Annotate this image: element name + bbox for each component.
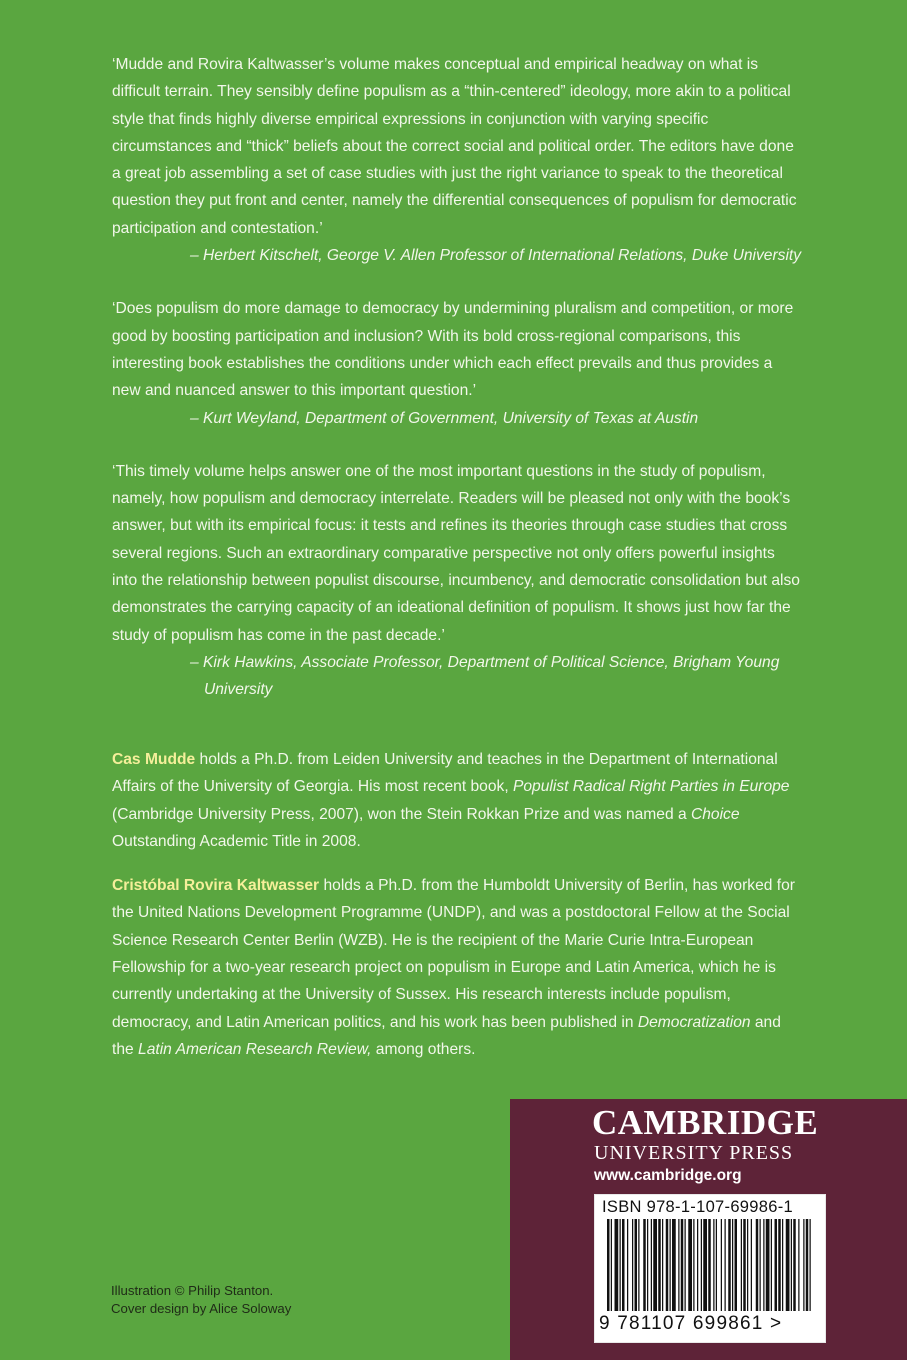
barcode-bar	[647, 1219, 648, 1311]
cover-credits	[111, 1282, 291, 1318]
endorsements	[112, 51, 802, 704]
barcode-bar	[778, 1219, 781, 1311]
barcode-bar	[688, 1219, 692, 1311]
bio-journal: Latin American Research Review,	[138, 1040, 372, 1058]
barcode-bar	[732, 1219, 733, 1311]
barcode-bar	[632, 1219, 633, 1311]
bio-text: Outstanding Academic Title in 2008.	[112, 832, 361, 850]
barcode-bar	[747, 1219, 748, 1311]
publisher-subname: UNIVERSITY PRESS	[594, 1142, 794, 1164]
barcode-bar	[643, 1219, 646, 1311]
barcode-bar	[775, 1219, 778, 1311]
barcode-bar	[810, 1219, 811, 1311]
endorsement-quote: ‘Does populism do more damage to democracy by undermining pluralism and competition, or more good by boosting participation and inclusion? With its bold cross-regional comparisons, this interesting book establishes the conditions under which each effect prevails and thus provides a new and nuanced answer to this important question.’	[112, 300, 794, 400]
isbn-number: ISBN 978-1-107-69986-1	[602, 1198, 793, 1216]
barcode-bar	[693, 1219, 694, 1311]
bio-name: Cristóbal Rovira Kaltwasser	[112, 877, 320, 895]
endorsement-attribution: – Kurt Weyland, Department of Government, University of Texas at Austin	[190, 409, 699, 427]
bio-journal: Democratization	[637, 1013, 751, 1031]
barcode-bar	[735, 1219, 738, 1311]
barcode-bar	[793, 1219, 796, 1311]
endorsement-quote: ‘This timely volume helps answer one of the most important questions in the study of populism, namely, how populism and democracy interrelate. Readers will be pleased not only with the book’s answer, but with its empirical focus: it tests and refines its theories through case studies that cross several regions. Such an extraordinary comparative perspective not only offers powerful insights into the relationship between populist discourse, incumbency, and democratic consolidation but also demonstrates the carrying capacity of an ideational definition of populism. It shows just how far the study of populism has come in the past decade.’	[112, 462, 800, 644]
bio-text: (Cambridge University Press, 2007), won the Stein Rokkan Prize and was named a	[112, 805, 691, 823]
endorsement-hawkins	[112, 458, 802, 704]
barcode-bar	[803, 1219, 804, 1311]
barcode-bar	[806, 1219, 809, 1311]
publisher-url: www.cambridge.org	[594, 1167, 742, 1184]
barcode-bar	[760, 1219, 761, 1311]
isbn-block	[594, 1194, 826, 1343]
publisher-name: CAMBRIDGE	[592, 1103, 819, 1142]
barcode-bar	[620, 1219, 621, 1311]
barcode-bar	[678, 1219, 679, 1311]
illustration-credit: Illustration © Philip Stanton.	[111, 1283, 274, 1298]
bio-text: among others.	[371, 1040, 476, 1058]
publisher-panel	[510, 1099, 907, 1360]
bio-book-title: Populist Radical Right Parties in Europe	[512, 778, 790, 796]
bio-kaltwasser	[112, 872, 802, 1063]
barcode-bar	[725, 1219, 726, 1311]
barcode-bar	[681, 1219, 684, 1311]
barcode-bar	[627, 1219, 628, 1311]
author-bios	[112, 746, 802, 1080]
barcode-bar	[622, 1219, 625, 1311]
barcode-bar	[708, 1219, 711, 1311]
barcode-bar	[685, 1219, 686, 1311]
barcode-bar	[741, 1219, 742, 1311]
barcode-bar	[635, 1219, 638, 1311]
bio-mudde	[112, 746, 802, 855]
barcode-bar	[716, 1219, 717, 1311]
bio-text: holds a Ph.D. from the Humboldt University of Berlin, has worked for the United Nations Development Programme (UNDP), and was a postdoctoral Fellow at the Social Science Research Center Berlin (WZB). He is the recipient of the Marie Curie Intra-European Fellowship for a two-year research project on populism in Europe and Latin America, which he is currently undertaking at the University of Sussex. His research interests include populism, democracy, and Latin American politics, and his work has been published in	[112, 877, 795, 1031]
barcode-bar	[798, 1219, 799, 1311]
barcode-bar	[672, 1219, 676, 1311]
barcode-bar	[771, 1219, 772, 1311]
barcode-bar	[611, 1219, 612, 1311]
barcode-bar	[615, 1219, 619, 1311]
barcode-bar	[791, 1219, 792, 1311]
barcode-bar	[703, 1219, 707, 1311]
barcode-bar	[763, 1219, 764, 1311]
barcode-bar	[697, 1219, 698, 1311]
bio-choice: Choice	[690, 805, 740, 823]
endorsement-quote: ‘Mudde and Rovira Kaltwasser’s volume makes conceptual and empirical headway on what is difficult terrain. They sensibly define populism as a “thin-centered” ideology, more akin to a political style that finds highly diverse empirical expressions in conjunction with varying specific circumstances and “thick” beliefs about the correct social and political order. The editors have done a great job assembling a set of case studies with just the right variance to speak to the theoretical question they put front and center, namely the differential consequences of populism for democratic participation and contestation.’	[112, 56, 797, 237]
barcode-bar	[651, 1219, 652, 1311]
ean-digits: 9 781107 699861 >	[599, 1313, 783, 1334]
barcode-bar	[782, 1219, 783, 1311]
endorsement-kitschelt	[112, 51, 802, 269]
barcode-icon	[601, 1219, 819, 1313]
design-credit: Cover design by Alice Soloway	[111, 1301, 292, 1316]
barcode-bar	[638, 1219, 639, 1311]
barcode-bar	[607, 1219, 610, 1311]
barcode-bar	[701, 1219, 702, 1311]
endorsement-attribution: – Kirk Hawkins, Associate Professor, Department of Political Science, Brigham Young University	[190, 653, 780, 699]
barcode-bar	[721, 1219, 722, 1311]
barcode-bar	[713, 1219, 714, 1311]
bio-text: and the	[112, 1013, 781, 1058]
bio-text: holds a Ph.D. from Leiden University and teaches in the Department of International Affairs of the University of Georgia. His most recent book,	[112, 751, 778, 796]
barcode-bar	[766, 1219, 770, 1311]
barcode-bar	[653, 1219, 657, 1311]
barcode-bar	[786, 1219, 790, 1311]
barcode-bar	[662, 1219, 663, 1311]
barcode-bar	[751, 1219, 752, 1311]
barcode-bar	[670, 1219, 671, 1311]
barcode-bar	[743, 1219, 746, 1311]
barcode-bar	[658, 1219, 661, 1311]
barcode-bar	[728, 1219, 731, 1311]
bio-name: Cas Mudde	[112, 751, 196, 768]
barcode-bar	[756, 1219, 759, 1311]
endorsement-attribution: – Herbert Kitschelt, George V. Allen Professor of International Relations, Duke University	[190, 247, 802, 265]
endorsement-weyland	[112, 295, 802, 431]
barcode-bar	[666, 1219, 669, 1311]
